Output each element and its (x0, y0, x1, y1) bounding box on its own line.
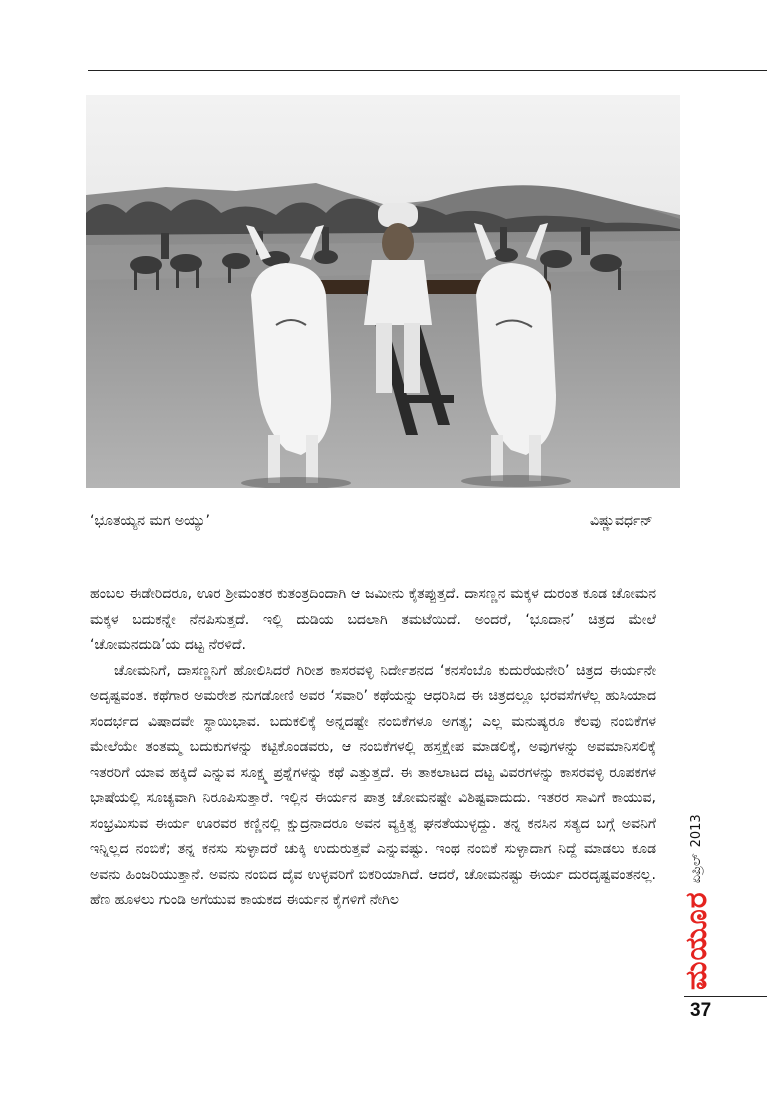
film-still-illustration (86, 95, 680, 488)
photo-caption-actor: ವಿಷ್ಣುವರ್ಧನ್ (590, 513, 653, 529)
article-paragraph-2: ಚೋಮನಿಗೆ, ದಾಸಣ್ಣನಿಗೆ ಹೋಲಿಸಿದರೆ ಗಿರೀಶ ಕಾಸರವಳ್ಳಿ ನಿರ್ದೇಶನದ ‘ಕನಸೆಂಬೊ ಕುದುರೆಯನೇರಿ’ ಚಿತ್ರದ ಈರ್ಯನೇ ಅದೃಷ್ಟವಂತ. ಕಥೆಗಾರ ಅಮರೇಶ ನುಗಡೋಣಿ ಅವರ ‘ಸವಾರಿ’ ಕಥೆಯನ್ನು ಆಧರಿಸಿದ ಈ ಚಿತ್ರದಲ್ಲೂ ಭರವಸೆಗಳೆಲ್ಲ ಹುಸಿಯಾದ ಸಂದರ್ಭದ ವಿಷಾದವೇ ಸ್ಥಾಯಿಭಾವ. ಬದುಕಲಿಕ್ಕೆ ಅನ್ನದಷ್ಟೇ ನಂಬಿಕೆಗಳೂ ಅಗತ್ಯ; ಎಲ್ಲ ಮನುಷ್ಯರೂ ಕೆಲವು ನಂಬಿಕೆಗಳ ಮೇಲೆಯೇ ತಂತಮ್ಮ ಬದುಕುಗಳನ್ನು ಕಟ್ಟಿಕೊಂಡವರು, ಆ ನಂಬಿಕೆಗಳಲ್ಲಿ ಹಸ್ತಕ್ಷೇಪ ಮಾಡಲಿಕ್ಕೆ, ಅವುಗಳನ್ನು ಅವಮಾನಿಸಲಿಕ್ಕೆ ಇತರರಿಗೆ ಯಾವ ಹಕ್ಕಿದೆ ಎನ್ನುವ ಸೂಕ್ಷ್ಮ ಪ್ರಶ್ನೆಗಳನ್ನು ಕಥೆ ಎತ್ತುತ್ತದೆ. ಈ ತಾಕಲಾಟದ ದಟ್ಟ ವಿವರಗಳನ್ನು ಕಾಸರವಳ್ಳಿ ರೂಪಕಗಳ ಭಾಷೆಯಲ್ಲಿ ಸೂಚ್ಯವಾಗಿ ನಿರೂಪಿಸುತ್ತಾರೆ. ಇಲ್ಲಿನ ಈರ್ಯನ ಪಾತ್ರ ಚೋಮನಷ್ಟೇ ವಿಶಿಷ್ಟವಾದುದು. ಇತರರ ಸಾವಿಗೆ ಕಾಯುವ, ಸಂಭ್ರಮಿಸುವ ಈರ್ಯ ಊರವರ ಕಣ್ಣಿನಲ್ಲಿ ಕ್ಷುದ್ರನಾದರೂ ಅವನ ವ್ಯಕ್ತಿತ್ವ ಘನತೆಯುಳ್ಳದ್ದು. ತನ್ನ ಕನಸಿನ ಸತ್ಯದ ಬಗ್ಗೆ ಅವನಿಗೆ ಇನ್ನಿಲ್ಲದ ನಂಬಿಕೆ; ತನ್ನ ಕನಸು ಸುಳ್ಳಾದರೆ ಚುಕ್ಕಿ ಉದುರುತ್ತವೆ ಎನ್ನುವಷ್ಟು. ಇಂಥ ನಂಬಿಕೆ ಸುಳ್ಳಾದಾಗ ನಿದ್ದೆ ಮಾಡಲು ಕೂಡ ಅವನು ಹಿಂಜರಿಯುತ್ತಾನೆ. ಅವನು ನಂಬಿದ ದೈವ ಉಳ್ಳವರಿಗೆ ಬಿಕರಿಯಾಗಿದೆ. ಆದರೆ, ಚೋಮನಷ್ಟು ಈರ್ಯ ದುರದೃಷ್ಟವಂತನಲ್ಲ. ಹೆಣ ಹೂಳಲು ಗುಂಡಿ ಅಗೆಯುವ ಕಾಯಕದ ಈರ್ಯನ ಕೈಗಳಿಗೆ ನೇಗಿಲ (90, 662, 656, 908)
photo-caption-title: ‘ಭೂತಯ್ಯನ ಮಗ ಅಯ್ಯು’ (90, 513, 210, 529)
film-still-photo (86, 95, 680, 488)
issue-year: 2013 (688, 814, 704, 848)
article-paragraph-1: ಹಂಬಲ ಈಡೇರಿದರೂ, ಊರ ಶ್ರೀಮಂತರ ಕುತಂತ್ರದಿಂದಾಗಿ ಆ ಜಮೀನು ಕೈತಪ್ಪುತ್ತದೆ. ದಾಸಣ್ಣನ ಮಕ್ಕಳ ದುರಂತ ಕೂಡ ಚೋಮನ ಮಕ್ಕಳ ಬದುಕನ್ನೇ ನೆನಪಿಸುತ್ತದೆ. ಇಲ್ಲಿ ದುಡಿಯ ಬದಲಾಗಿ ತಮಟೆಯಿದೆ. ಅಂದರೆ, ‘ಭೂದಾನ’ ಚಿತ್ರದ ಮೇಲೆ ‘ಚೋಮನದುಡಿ’ಯ ದಟ್ಟ ನೆರಳಿದೆ. (90, 586, 656, 653)
header-rule (88, 70, 767, 71)
article-body (90, 582, 656, 914)
issue-month: ಏಪ್ರಿಲ್ (688, 853, 704, 884)
page-number: 37 (690, 1000, 712, 1021)
magazine-name: ಮಯೂರ (678, 891, 714, 990)
footer-rule (684, 996, 767, 997)
magazine-sidebar-text (676, 790, 716, 990)
magazine-sidebar (676, 790, 716, 990)
